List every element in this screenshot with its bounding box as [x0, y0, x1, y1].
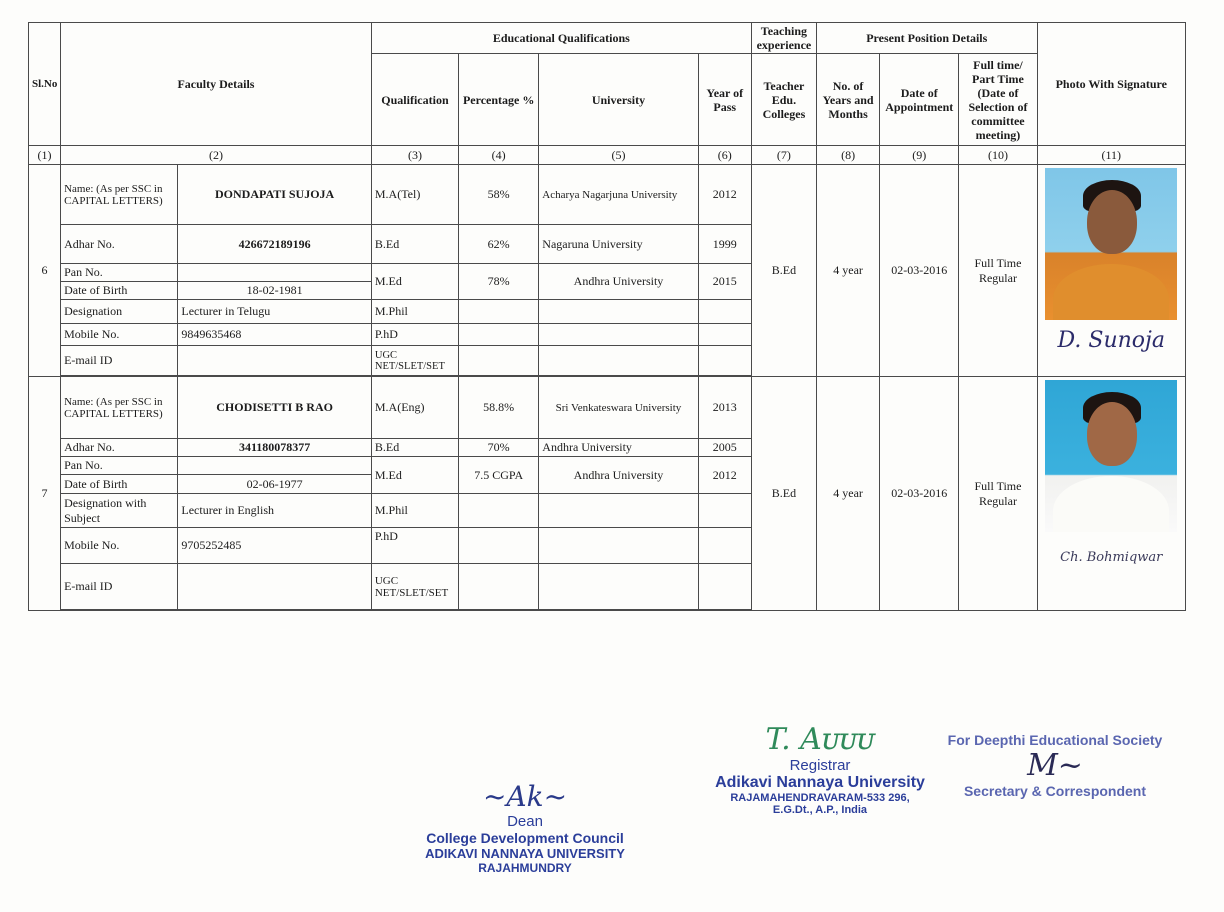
photo-signature-cell [1037, 377, 1185, 611]
adhar-label: Adhar No. [61, 225, 178, 264]
pan-value [178, 264, 371, 282]
status-cell: Full Time Regular [959, 165, 1037, 377]
present-position-header: Present Position Details [817, 23, 1038, 54]
dob-label: Date of Birth [61, 282, 178, 300]
column-number: (5) [539, 146, 698, 165]
registrar-title: Registrar [789, 757, 851, 774]
year-cell: 1999 [698, 225, 751, 264]
column-number: (3) [371, 146, 458, 165]
registrar-stamp-line: RAJAMAHENDRAVARAM-533 296, [730, 792, 910, 804]
qualification-cell: M.A(Eng) [371, 377, 458, 439]
mobile-value: 9705252485 [178, 528, 371, 564]
faculty-signature: Ch. Bohmiqwar [1060, 550, 1163, 565]
year-cell: 2015 [698, 264, 751, 300]
column-number: (10) [959, 146, 1037, 165]
years-months-header: No. of Years and Months [817, 54, 880, 146]
adhar-value: 426672189196 [178, 225, 371, 264]
dean-stamp-line: ADIKAVI NANNAYA UNIVERSITY [425, 846, 625, 861]
educational-qualifications-header: Educational Qualifications [371, 23, 751, 54]
column-number: (8) [817, 146, 880, 165]
registrar-signature-scribble: T. Aᴜᴜᴜ [765, 722, 875, 757]
appointment-date-header: Date of Appointment [880, 54, 959, 146]
column-number: (2) [61, 146, 372, 165]
dean-stamp-line: RAJAHMUNDRY [478, 861, 572, 875]
university-cell: Nagaruna University [539, 225, 698, 264]
dob-value: 02-06-1977 [178, 475, 371, 494]
year-of-pass-header: Year of Pass [698, 54, 751, 146]
faculty-name: CHODISETTI B RAO [178, 377, 371, 439]
faculty-photo [1045, 380, 1177, 532]
society-stamp [925, 732, 1185, 799]
column-number: (7) [751, 146, 816, 165]
mobile-value: 9849635468 [178, 324, 371, 346]
mobile-label: Mobile No. [61, 528, 178, 564]
qualification-cell: UGC NET/SLET/SET [371, 564, 458, 610]
year-cell: 2012 [698, 457, 751, 494]
qualification-cell: M.Ed [371, 264, 458, 300]
university-cell: Andhra University [539, 457, 698, 494]
faculty-details-table [28, 22, 1186, 611]
full-part-time-header: Full time/ Part Time (Date of Selection of committee meeting) [959, 54, 1037, 146]
university-cell: Sri Venkateswara University [539, 377, 698, 439]
percentage-cell: 58% [459, 165, 539, 225]
registrar-stamp-line: Adikavi Nannaya University [715, 774, 925, 791]
years-cell: 4 year [817, 377, 880, 611]
faculty-row-7 [29, 377, 1186, 439]
faculty-details-header: Faculty Details [61, 23, 372, 146]
appointment-date-cell: 02-03-2016 [880, 377, 959, 611]
qualification-cell: M.Phil [371, 494, 458, 528]
photo-signature-cell [1037, 165, 1185, 377]
qualification-cell: P.hD [371, 528, 458, 564]
faculty-photo [1045, 168, 1177, 320]
column-number: (9) [880, 146, 959, 165]
qualification-cell: UGC NET/SLET/SET [371, 346, 458, 376]
email-label: E-mail ID [61, 564, 178, 610]
years-cell: 4 year [817, 165, 880, 377]
column-number: (4) [459, 146, 539, 165]
email-value [178, 346, 371, 376]
designation-label: Designation [61, 300, 178, 324]
column-number: (6) [698, 146, 751, 165]
percentage-cell: 7.5 CGPA [459, 457, 539, 494]
university-cell: Acharya Nagarjuna University [539, 165, 698, 225]
qualification-cell: M.Phil [371, 300, 458, 324]
pan-label: Pan No. [61, 264, 178, 282]
name-label: Name: (As per SSC in CAPITAL LETTERS) [61, 377, 178, 439]
qualification-header: Qualification [371, 54, 458, 146]
percentage-cell: 78% [459, 264, 539, 300]
photo-signature-header: Photo With Signature [1037, 23, 1185, 146]
adhar-label: Adhar No. [61, 439, 178, 457]
registrar-stamp [700, 722, 940, 816]
designation-value: Lecturer in English [178, 494, 371, 528]
dob-label: Date of Birth [61, 475, 178, 494]
society-stamp-line: For Deepthi Educational Society [947, 732, 1163, 748]
university-header: University [539, 54, 698, 146]
designation-value: Lecturer in Telugu [178, 300, 371, 324]
mobile-label: Mobile No. [61, 324, 178, 346]
faculty-signature: D. Sunoja [1057, 328, 1165, 353]
column-number: (11) [1037, 146, 1185, 165]
qualification-cell: M.Ed [371, 457, 458, 494]
year-cell: 2012 [698, 165, 751, 225]
university-cell: Andhra University [539, 264, 698, 300]
appointment-date-cell: 02-03-2016 [880, 165, 959, 377]
status-cell: Full Time Regular [959, 377, 1037, 611]
qualification-cell: M.A(Tel) [371, 165, 458, 225]
teacher-edu-cell: B.Ed [751, 165, 816, 377]
society-stamp-line: Secretary & Correspondent [963, 783, 1147, 799]
sl-no-header: Sl.No [29, 23, 61, 146]
column-number-row [29, 146, 1186, 165]
qualification-cell: P.hD [371, 324, 458, 346]
designation-label: Designation with Subject [61, 494, 178, 528]
qualification-cell: B.Ed [371, 225, 458, 264]
sl-no-cell: 7 [29, 377, 61, 611]
teaching-experience-header: Teaching experience [751, 23, 816, 54]
pan-label: Pan No. [61, 457, 178, 475]
dean-signature-scribble: ~Ak~ [482, 780, 568, 813]
year-cell: 2005 [698, 439, 751, 457]
faculty-row-6 [29, 165, 1186, 225]
dean-stamp-line: College Development Council [426, 830, 624, 846]
registrar-stamp-line: E.G.Dt., A.P., India [772, 804, 868, 816]
email-value [178, 564, 371, 610]
sl-no-cell: 6 [29, 165, 61, 377]
teacher-edu-cell: B.Ed [751, 377, 816, 611]
column-number: (1) [29, 146, 61, 165]
name-label: Name: (As per SSC in CAPITAL LETTERS) [61, 165, 178, 225]
percentage-header: Percentage % [459, 54, 539, 146]
year-cell: 2013 [698, 377, 751, 439]
email-label: E-mail ID [61, 346, 178, 376]
qualification-cell: B.Ed [371, 439, 458, 457]
faculty-name: DONDAPATI SUJOJA [178, 165, 371, 225]
dean-stamp [395, 780, 655, 875]
dob-value: 18-02-1981 [178, 282, 371, 300]
university-cell: Andhra University [539, 439, 698, 457]
pan-value [178, 457, 371, 475]
adhar-value: 341180078377 [178, 439, 371, 457]
percentage-cell: 58.8% [459, 377, 539, 439]
percentage-cell: 62% [459, 225, 539, 264]
dean-title: Dean [507, 813, 543, 830]
secretary-signature-scribble: M~ [1027, 748, 1083, 783]
percentage-cell: 70% [459, 439, 539, 457]
teacher-edu-header: Teacher Edu. Colleges [751, 54, 816, 146]
